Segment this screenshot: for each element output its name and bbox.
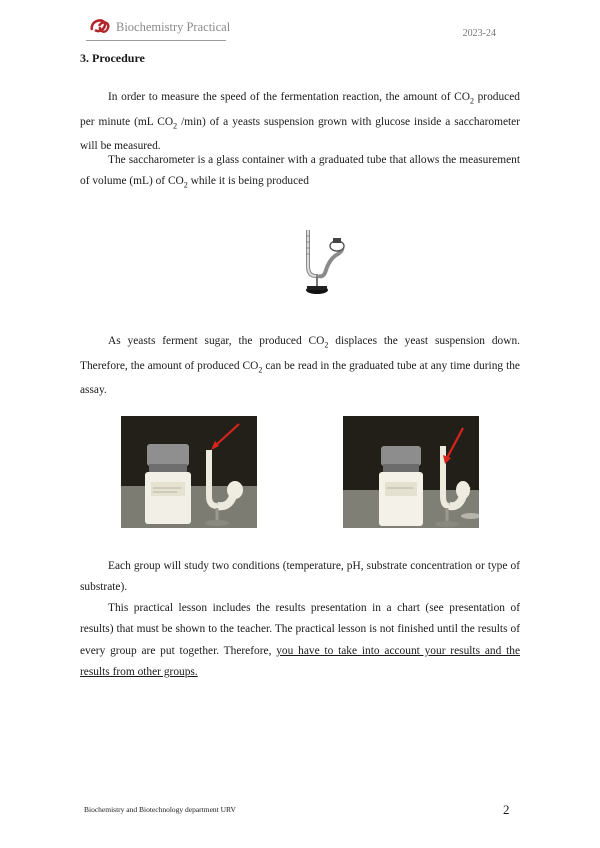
header-divider	[86, 40, 226, 41]
saccharometer-photo-after	[343, 416, 479, 528]
saccharometer-illustration	[292, 224, 352, 298]
page-header	[86, 12, 506, 42]
section-title: 3. Procedure	[80, 51, 145, 65]
underlined-instruction: you have to take into account your results and the results from other groups.	[80, 644, 520, 678]
paragraph-group-conditions: Each group will study two conditions (temperature, pH, substrate concentration or type of substrate).	[80, 560, 520, 594]
paragraph-results-presentation: This practical lesson includes the results presentation in a chart (see presentation of results) that must be shown to the teacher. The practical lesson is not finished until the results of every group are put together. Therefore, you have to take into account your results and the results from other groups.	[80, 602, 520, 678]
paragraph-speed-measurement: In order to measure the speed of the fermentation reaction, the amount of $CO_2$ produced per minute (mL $CO_2$ /min) of a yeasts suspension grown with glucose inside a saccharometer will be measured.	[80, 91, 521, 153]
saccharometer-photo-before	[121, 416, 257, 528]
page-number: 2	[503, 802, 510, 817]
urv-logo-icon	[88, 16, 112, 38]
footer-department: Biochemistry and Biotechnology department URV	[84, 805, 236, 814]
paragraph-saccharometer: The saccharometer is a glass container with a graduated tube that allows the measurement of volume (mL) of $CO_2$ while it is being produced	[80, 154, 520, 190]
header-year: 2023-24	[462, 28, 496, 39]
paragraph-co2-displacement: As yeasts ferment sugar, the produced $CO_2$ displaces the yeast suspension down. Therefore, the amount of produced $CO_2$ can be read in the graduated tube at any time during the assay.	[80, 335, 520, 397]
header-title: Biochemistry Practical	[116, 20, 231, 34]
